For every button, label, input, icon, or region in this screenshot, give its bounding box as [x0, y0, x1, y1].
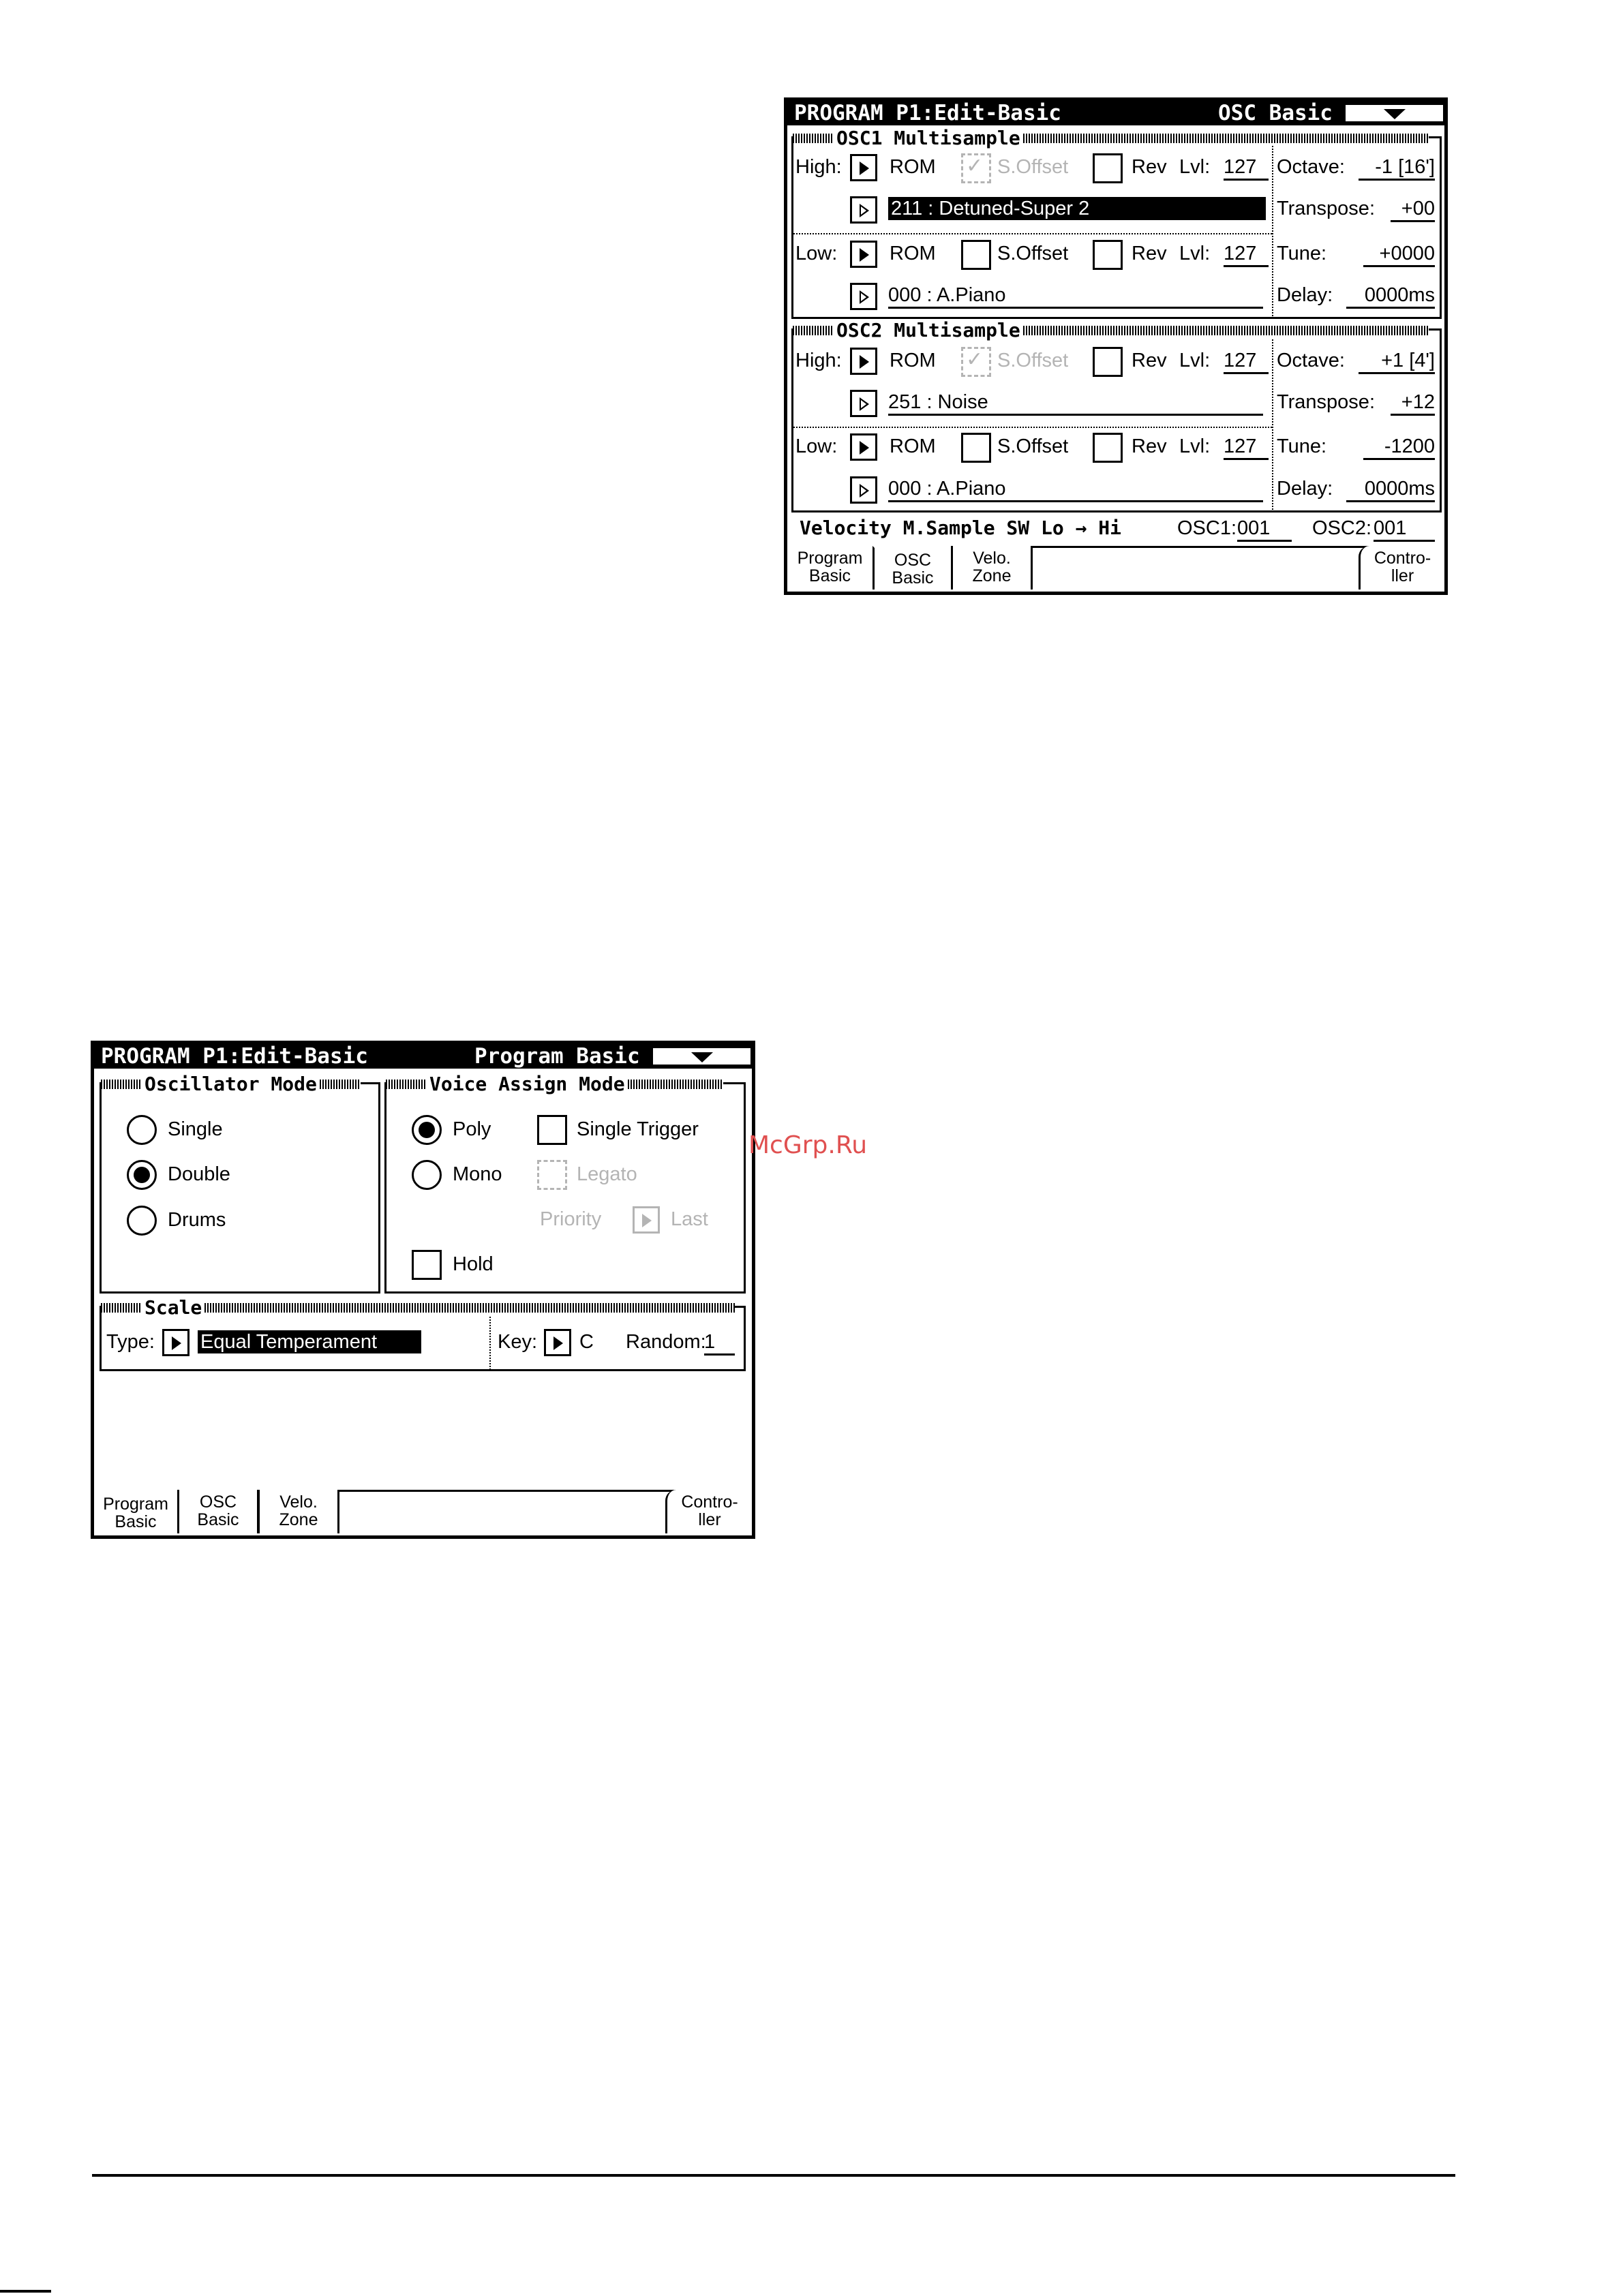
- osc-mode-double-label: Double: [168, 1163, 230, 1185]
- osc2-delay-value[interactable]: 0000ms: [1346, 477, 1435, 502]
- page-menu-button[interactable]: [1344, 104, 1444, 123]
- scale-key-popup[interactable]: [544, 1329, 571, 1356]
- osc-basic-screen: [784, 97, 1448, 595]
- osc2-low-lvl-value[interactable]: 127: [1224, 435, 1269, 460]
- screen-title: PROGRAM P1:Edit-Basic: [101, 1044, 368, 1069]
- oscillator-mode-title: Oscillator Mode: [101, 1074, 361, 1093]
- popup-arrow-icon: [172, 1336, 181, 1350]
- osc1-tune-value[interactable]: +0000: [1363, 242, 1435, 267]
- popup-arrow-icon: [860, 484, 869, 498]
- page-tabs: [94, 1490, 752, 1535]
- legato-label: Legato: [577, 1163, 637, 1185]
- velocity-osc2-label: OSC2:: [1312, 517, 1372, 539]
- scale-random-value[interactable]: 1: [704, 1330, 735, 1356]
- osc2-high-bank-popup[interactable]: [850, 348, 877, 375]
- osc2-high-soffset-checkbox[interactable]: [961, 347, 991, 377]
- osc2-low-rev-label: Rev: [1132, 435, 1167, 457]
- osc2-octave-label: Octave:: [1277, 350, 1345, 371]
- scale-type-value[interactable]: Equal Temperament: [198, 1330, 421, 1353]
- osc-mode-single-radio[interactable]: [127, 1115, 157, 1145]
- osc2-low-multisample-popup[interactable]: [850, 476, 877, 504]
- osc2-low-lvl-label: Lvl:: [1179, 435, 1211, 457]
- tab-program-basic[interactable]: Program Basic: [94, 1490, 179, 1533]
- osc1-low-multisample-popup[interactable]: [850, 283, 877, 310]
- osc2-high-multisample[interactable]: 251 : Noise: [888, 391, 1263, 416]
- priority-label: Priority: [540, 1208, 602, 1230]
- popup-arrow-icon: [860, 248, 869, 262]
- voice-assign-title: Voice Assign Mode: [386, 1074, 723, 1093]
- osc2-tune-label: Tune:: [1277, 435, 1327, 457]
- popup-arrow-icon: [642, 1214, 652, 1227]
- popup-arrow-icon: [860, 290, 869, 304]
- osc1-high-bank: ROM: [890, 156, 936, 178]
- osc1-low-label: Low:: [795, 243, 838, 264]
- osc1-low-multisample[interactable]: 000 : A.Piano: [888, 284, 1263, 309]
- osc2-low-label: Low:: [795, 435, 838, 457]
- velocity-sw-label: Velocity M.Sample SW Lo → Hi: [800, 517, 1122, 539]
- osc2-low-multisample[interactable]: 000 : A.Piano: [888, 477, 1263, 502]
- page-tabs: [787, 546, 1444, 592]
- title-bar: [787, 101, 1444, 125]
- hold-label: Hold: [453, 1253, 494, 1275]
- scale-key-value: C: [579, 1331, 594, 1353]
- menu-arrow-icon: [691, 1052, 713, 1062]
- osc2-low-bank-popup[interactable]: [850, 433, 877, 461]
- tab-velo-zone[interactable]: Velo. Zone: [951, 546, 1033, 590]
- osc2-low-rev-checkbox[interactable]: [1093, 433, 1123, 463]
- osc1-high-label: High:: [795, 156, 842, 178]
- page-name: Program Basic: [474, 1044, 640, 1069]
- osc1-delay-label: Delay:: [1277, 284, 1333, 306]
- popup-arrow-icon: [860, 162, 869, 175]
- scale-key-label: Key:: [498, 1331, 538, 1353]
- osc-mode-drums-radio[interactable]: [127, 1206, 157, 1236]
- osc2-low-soffset-label: S.Offset: [997, 435, 1069, 457]
- scale-random-label: Random:: [626, 1331, 706, 1353]
- scale-type-popup[interactable]: [162, 1329, 189, 1356]
- osc1-low-bank: ROM: [890, 243, 936, 264]
- menu-arrow-icon: [1384, 109, 1406, 119]
- osc2-transpose-label: Transpose:: [1277, 391, 1375, 413]
- checkmark-icon: ✓: [966, 154, 984, 178]
- tab-osc-basic[interactable]: OSC Basic: [177, 1490, 259, 1533]
- osc1-tune-label: Tune:: [1277, 243, 1327, 264]
- osc1-low-bank-popup[interactable]: [850, 241, 877, 268]
- osc1-delay-value[interactable]: 0000ms: [1346, 284, 1435, 309]
- priority-popup[interactable]: [633, 1206, 660, 1234]
- osc2-high-bank: ROM: [890, 350, 936, 371]
- osc2-high-multisample-popup[interactable]: [850, 390, 877, 417]
- osc1-low-lvl-value[interactable]: 127: [1224, 242, 1269, 267]
- osc1-low-soffset-checkbox[interactable]: [961, 240, 991, 270]
- single-trigger-label: Single Trigger: [577, 1118, 699, 1140]
- osc1-octave-value[interactable]: -1 [16']: [1359, 155, 1435, 181]
- osc1-high-lvl-value[interactable]: 127: [1224, 155, 1269, 181]
- osc1-low-rev-checkbox[interactable]: [1093, 240, 1123, 270]
- voice-mono-radio[interactable]: [412, 1160, 442, 1190]
- voice-poly-label: Poly: [453, 1118, 491, 1140]
- program-basic-screen: [91, 1041, 755, 1539]
- osc1-section-title: OSC1 Multisample: [793, 128, 1429, 147]
- tab-osc-basic[interactable]: OSC Basic: [873, 546, 953, 590]
- tab-controller[interactable]: Contro- ller: [1359, 546, 1444, 590]
- tab-program-basic[interactable]: Program Basic: [787, 546, 875, 590]
- voice-mono-label: Mono: [453, 1163, 502, 1185]
- popup-arrow-icon: [860, 441, 869, 455]
- osc1-high-multisample[interactable]: 211 : Detuned-Super 2: [888, 197, 1266, 220]
- osc1-octave-label: Octave:: [1277, 156, 1345, 178]
- osc1-high-rev-checkbox[interactable]: [1093, 153, 1123, 183]
- osc2-section-title: OSC2 Multisample: [793, 320, 1429, 339]
- osc2-high-soffset-label: S.Offset: [997, 350, 1069, 371]
- tab-controller[interactable]: Contro- ller: [665, 1490, 752, 1533]
- footer-rule: [92, 2174, 1455, 2177]
- scale-type-label: Type:: [106, 1331, 155, 1353]
- osc2-high-rev-checkbox[interactable]: [1093, 347, 1123, 377]
- osc2-octave-value[interactable]: +1 [4']: [1359, 349, 1435, 374]
- footer-mark: [0, 2290, 51, 2293]
- velocity-osc1-value[interactable]: 001: [1237, 517, 1292, 542]
- voice-poly-radio[interactable]: [412, 1115, 442, 1145]
- title-bar: [94, 1044, 752, 1069]
- popup-arrow-icon: [553, 1336, 563, 1350]
- legato-checkbox[interactable]: [537, 1160, 567, 1190]
- hold-checkbox[interactable]: [412, 1250, 442, 1280]
- osc2-high-rev-label: Rev: [1132, 350, 1167, 371]
- osc1-low-soffset-label: S.Offset: [997, 243, 1069, 264]
- osc2-high-lvl-label: Lvl:: [1179, 350, 1211, 371]
- checkmark-icon: ✓: [966, 348, 984, 371]
- osc1-high-lvl-label: Lvl:: [1179, 156, 1211, 178]
- osc-mode-double-radio[interactable]: [127, 1160, 157, 1190]
- single-trigger-checkbox[interactable]: [537, 1115, 567, 1145]
- velocity-osc1-label: OSC1:: [1177, 517, 1237, 539]
- osc2-high-lvl-value[interactable]: 127: [1224, 349, 1269, 374]
- osc2-low-bank: ROM: [890, 435, 936, 457]
- osc1-high-rev-label: Rev: [1132, 156, 1167, 178]
- osc-mode-drums-label: Drums: [168, 1209, 226, 1231]
- page-name: OSC Basic: [1218, 101, 1333, 125]
- screen-title: PROGRAM P1:Edit-Basic: [794, 101, 1061, 125]
- osc1-high-bank-popup[interactable]: [850, 154, 877, 181]
- osc2-low-soffset-checkbox[interactable]: [961, 433, 991, 463]
- osc2-delay-label: Delay:: [1277, 478, 1333, 500]
- osc-mode-single-label: Single: [168, 1118, 223, 1140]
- osc2-tune-value[interactable]: -1200: [1363, 435, 1435, 460]
- osc1-low-rev-label: Rev: [1132, 243, 1167, 264]
- osc2-high-label: High:: [795, 350, 842, 371]
- osc2-transpose-value[interactable]: +12: [1391, 391, 1435, 416]
- osc1-high-soffset-checkbox[interactable]: [961, 153, 991, 183]
- osc1-high-multisample-popup[interactable]: [850, 196, 877, 224]
- osc1-transpose-label: Transpose:: [1277, 198, 1375, 219]
- page-menu-button[interactable]: [652, 1047, 752, 1066]
- watermark: McGrp.Ru: [748, 1131, 868, 1159]
- osc1-low-lvl-label: Lvl:: [1179, 243, 1211, 264]
- popup-arrow-icon: [860, 397, 869, 411]
- popup-arrow-icon: [860, 204, 869, 217]
- velocity-osc2-value[interactable]: 001: [1374, 517, 1435, 542]
- osc1-transpose-value[interactable]: +00: [1391, 197, 1435, 222]
- tab-velo-zone[interactable]: Velo. Zone: [258, 1490, 339, 1533]
- osc1-high-soffset-label: S.Offset: [997, 156, 1069, 178]
- priority-value: Last: [671, 1208, 708, 1230]
- scale-title: Scale: [101, 1298, 735, 1317]
- popup-arrow-icon: [860, 355, 869, 369]
